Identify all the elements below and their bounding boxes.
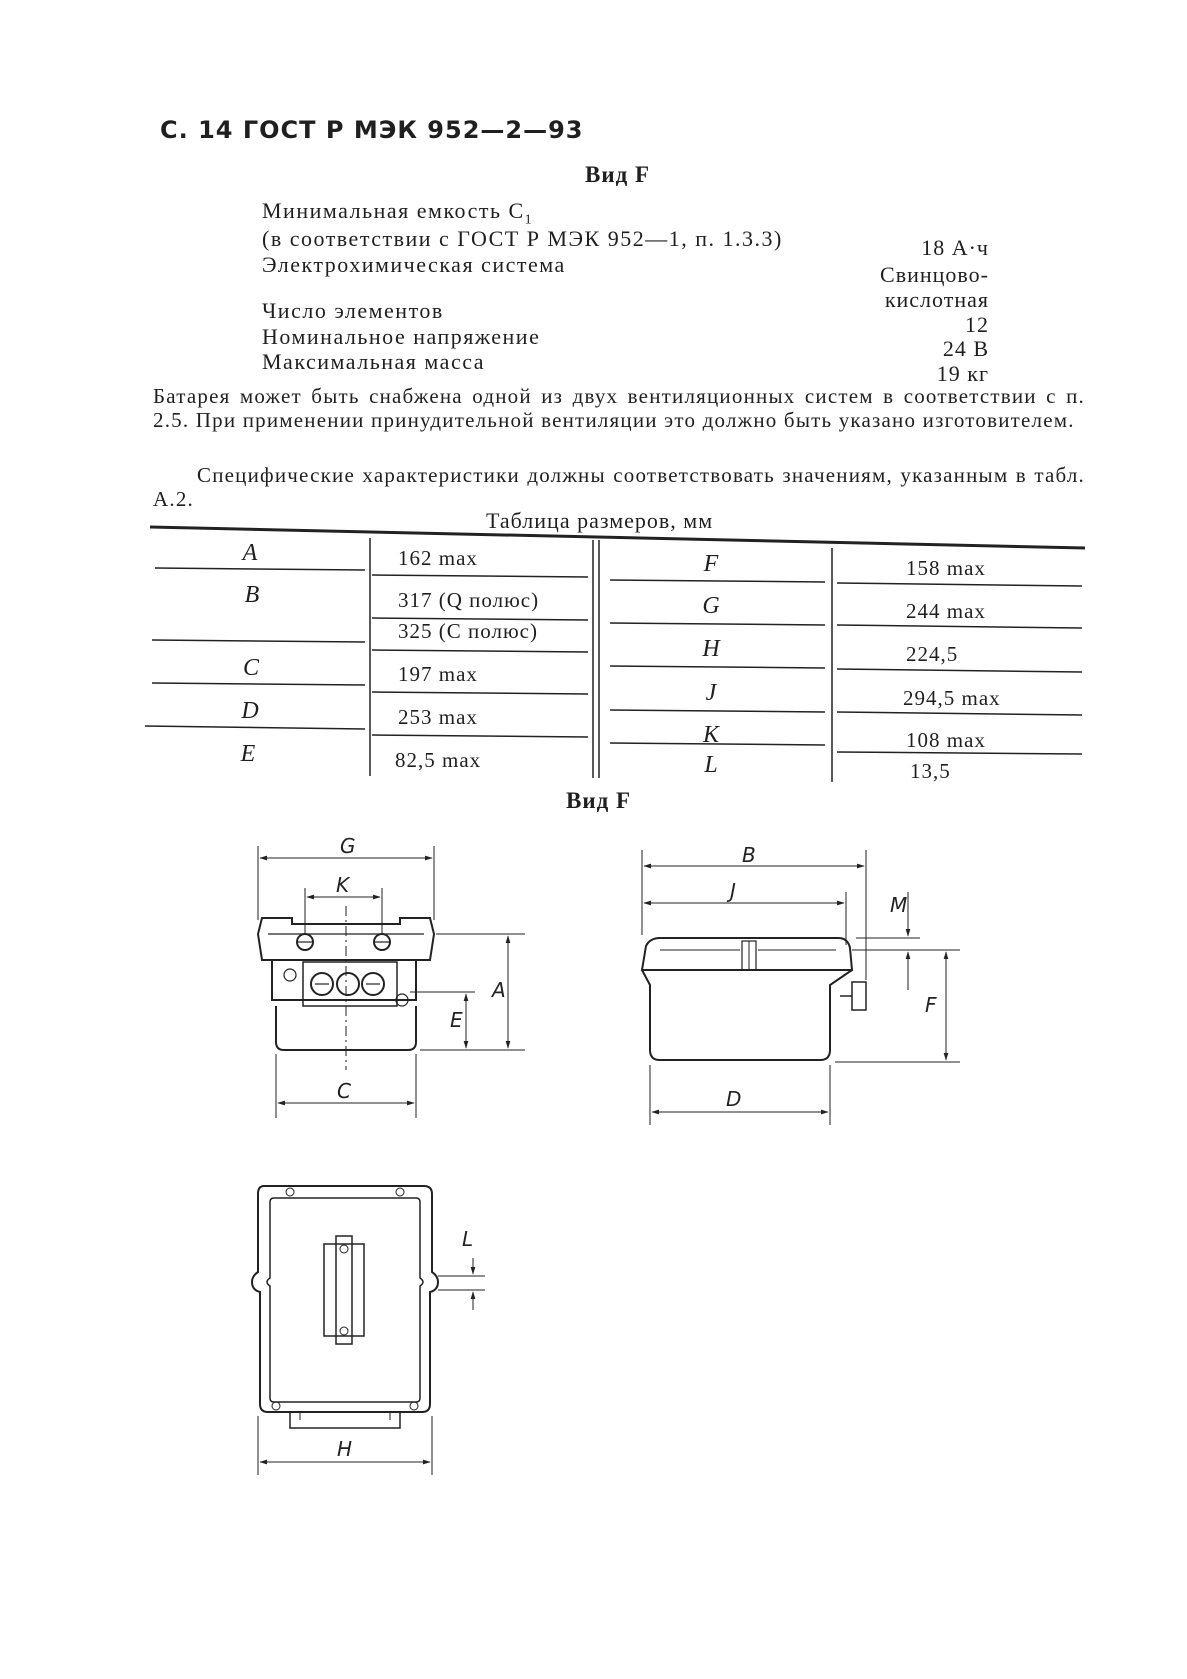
table-value-a: 162 max — [398, 546, 478, 570]
dim-label-e: E — [450, 1008, 463, 1032]
table-label-j: J — [705, 680, 717, 706]
mass-value: 19 кг — [936, 361, 989, 386]
table-caption: Таблица размеров, мм — [486, 508, 714, 533]
table-label-k: K — [702, 722, 719, 748]
dim-label-a: A — [492, 978, 506, 1002]
page-header: С. 14 ГОСТ Р МЭК 952—2—93 — [160, 116, 584, 144]
voltage-label: Номинальное напряжение — [262, 324, 541, 349]
cells-value: 12 — [965, 312, 989, 337]
table-value-b1: 317 (Q полюс) — [398, 588, 540, 612]
table-value-c: 197 max — [398, 662, 478, 686]
table-value-k: 108 max — [906, 728, 986, 752]
front-view — [258, 906, 434, 1070]
voltage-value: 24 В — [942, 336, 989, 361]
dim-label-f: F — [925, 993, 937, 1017]
view-title: Вид F — [585, 162, 651, 187]
table-value-j: 294,5 max — [903, 686, 1001, 710]
table-label-e: E — [240, 741, 256, 767]
system-value-line1: Свинцово- — [880, 262, 989, 287]
system-value-line2: кислотная — [884, 287, 989, 312]
table-value-h: 224,5 — [906, 642, 959, 666]
dim-label-m: M — [890, 893, 908, 917]
table-value-g: 244 max — [906, 599, 986, 623]
table-label-c: C — [242, 655, 259, 681]
table-value-b2: 325 (C полюс) — [398, 619, 538, 643]
capacity-value: 18 А·ч — [921, 235, 989, 260]
table-label-f: F — [703, 551, 719, 577]
table-label-h: H — [702, 636, 720, 662]
capacity-label-subscript: 1 — [524, 212, 534, 228]
mass-label: Максимальная масса — [262, 349, 486, 374]
dim-label-j: J — [730, 879, 736, 903]
dim-label-d: D — [726, 1087, 742, 1111]
top-view — [252, 1186, 438, 1428]
dim-label-h: H — [337, 1437, 353, 1461]
table-value-f: 158 max — [906, 556, 986, 580]
dim-label-b: B — [742, 843, 756, 867]
paragraph-ventilation: Батарея может быть снабжена одной из двух вентиляционных систем в соответствии с п. 2.5. При применении принудительной вентиляции это должно быть указано изготовителем. — [153, 384, 1085, 432]
table-label-a: A — [242, 540, 258, 566]
table-label-b: B — [244, 582, 260, 608]
table-label-d: D — [241, 698, 259, 724]
dim-label-l: L — [462, 1227, 474, 1251]
table-value-l: 13,5 — [910, 759, 951, 783]
table-value-e: 82,5 max — [395, 748, 482, 772]
side-view — [642, 938, 866, 1060]
dim-label-k: K — [336, 873, 350, 897]
paragraph-characteristics: Специфические характеристики должны соответствовать значениям, указанным в табл. А.2. — [153, 463, 1085, 511]
cells-label: Число элементов — [262, 298, 444, 323]
dim-label-c: C — [337, 1079, 351, 1103]
table-label-g: G — [702, 593, 720, 619]
capacity-reference: (в соответствии с ГОСТ Р МЭК 952—1, п. 1.3.3) — [262, 226, 783, 251]
drawing-title: Вид F — [566, 788, 632, 813]
table-value-d: 253 max — [398, 705, 478, 729]
capacity-label-text: Минимальная емкость C — [262, 198, 525, 223]
table-label-l: L — [704, 752, 718, 778]
system-label: Электрохимическая система — [262, 252, 566, 277]
dim-label-g: G — [340, 834, 356, 858]
